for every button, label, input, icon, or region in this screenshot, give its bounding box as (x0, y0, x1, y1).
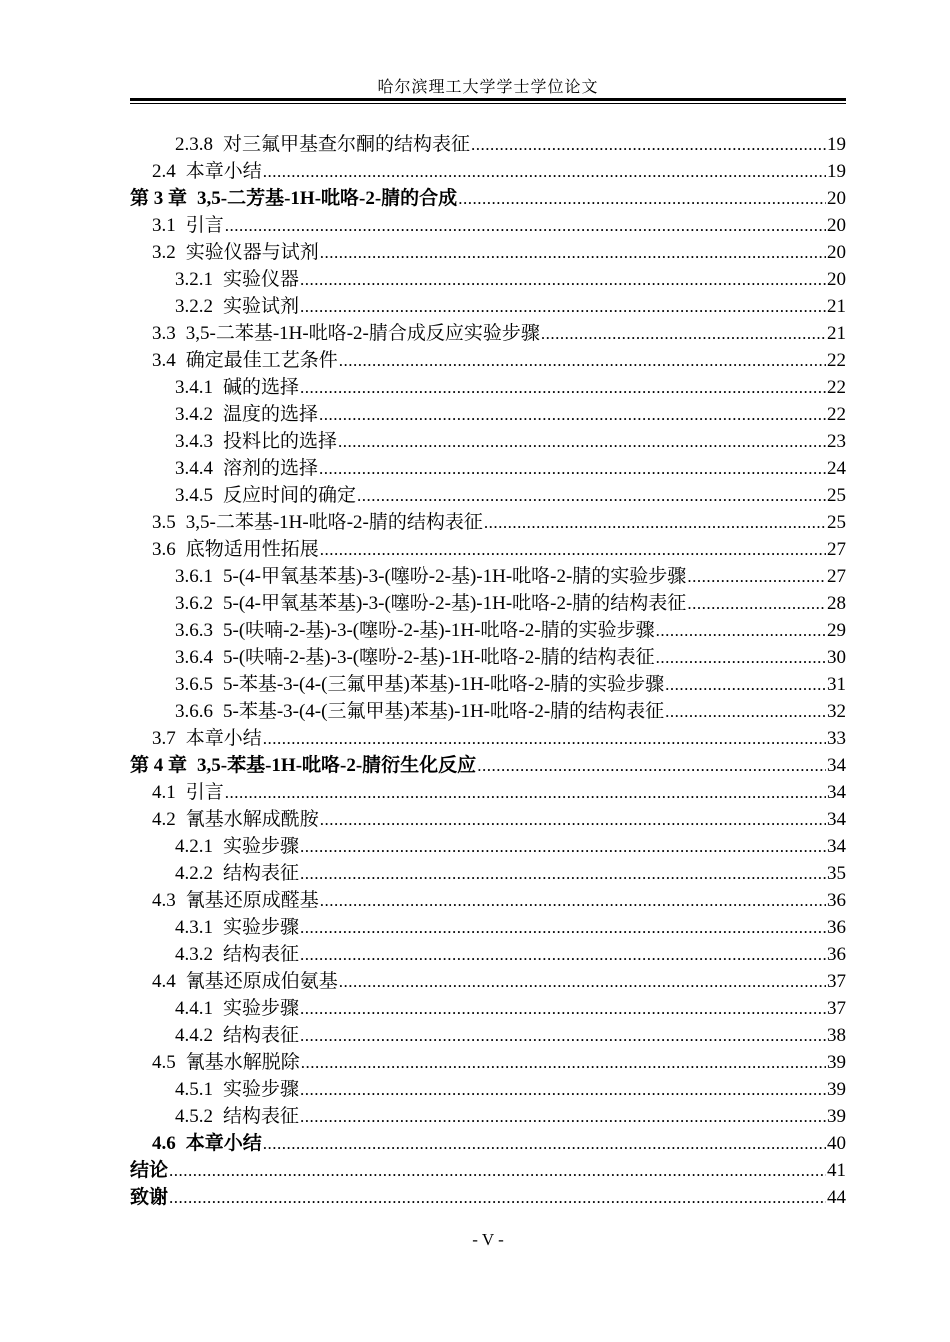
toc-entry-label (152, 806, 319, 833)
toc-entry[interactable] (130, 455, 846, 482)
toc-entry-page: 34 (827, 809, 846, 830)
toc-entry-page: 20 (827, 188, 846, 209)
toc-entry-label (152, 347, 338, 374)
toc-entry[interactable] (130, 266, 846, 293)
toc-entry-label (152, 779, 224, 806)
toc-entry-number: 3.6.1 (175, 566, 213, 587)
toc-entry-page: 19 (827, 161, 846, 182)
toc-entry-label (152, 212, 224, 239)
toc-entry-title: 底物适用性拓展 (185, 539, 319, 560)
toc-entry-label (152, 536, 319, 563)
toc-dot-leader (225, 779, 826, 806)
toc-entry-number: 4.6 (152, 1133, 176, 1154)
toc-dot-leader (339, 347, 826, 374)
toc-entry[interactable] (130, 995, 846, 1022)
toc-entry-page: 27 (827, 566, 846, 587)
toc-dot-leader (338, 428, 826, 455)
toc-entry-number: 4.2.1 (175, 836, 213, 857)
toc-entry[interactable] (130, 536, 846, 563)
toc-entry-title: 结构表征 (223, 1025, 300, 1046)
toc-dot-leader (319, 401, 826, 428)
toc-entry-title: 结构表征 (223, 1106, 300, 1127)
toc-entry-page: 22 (827, 404, 846, 425)
toc-entry-title: 实验仪器 (223, 269, 300, 290)
toc-dot-leader (339, 968, 826, 995)
toc-entry[interactable] (130, 941, 846, 968)
toc-dot-leader (458, 185, 826, 212)
toc-entry-page: 36 (827, 944, 846, 965)
toc-dot-leader (477, 752, 826, 779)
toc-entry-number: 第 3 章 (130, 188, 188, 209)
toc-entry[interactable] (130, 590, 846, 617)
toc-entry-label (152, 239, 319, 266)
toc-entry-title: 致谢 (130, 1187, 169, 1208)
toc-entry-title: 结构表征 (223, 944, 300, 965)
toc-entry-label (130, 185, 457, 212)
toc-entry-number: 3.4.3 (175, 431, 213, 452)
toc-entry[interactable] (130, 185, 846, 212)
toc-dot-leader (300, 1022, 826, 1049)
toc-entry-label (175, 1022, 299, 1049)
toc-entry-number: 3.6.5 (175, 674, 213, 695)
toc-entry-number: 3.4.5 (175, 485, 213, 506)
toc-entry[interactable] (130, 806, 846, 833)
toc-dot-leader (300, 1103, 826, 1130)
toc-entry[interactable] (130, 401, 846, 428)
toc-dot-leader (263, 158, 826, 185)
toc-entry-title: 5-苯基-3-(4-(三氟甲基)苯基)-1H-吡咯-2-腈的实验步骤 (223, 674, 665, 695)
toc-entry-title: 3,5-二苯基-1H-吡咯-2-腈合成反应实验步骤 (185, 323, 540, 344)
toc-entry-title: 实验试剂 (223, 296, 300, 317)
toc-entry[interactable] (130, 698, 846, 725)
toc-entry-title: 结构表征 (223, 863, 300, 884)
toc-entry-label (175, 482, 356, 509)
header-rule-thin (130, 103, 846, 104)
toc-entry-number: 3.2 (152, 242, 176, 263)
toc-entry-number: 3.2.1 (175, 269, 213, 290)
toc-entry-label (175, 860, 299, 887)
toc-entry[interactable] (130, 1157, 846, 1184)
toc-entry-page: 20 (827, 269, 846, 290)
toc-dot-leader (357, 482, 826, 509)
header-rule-thick (130, 98, 846, 101)
toc-dot-leader (169, 1157, 826, 1184)
toc-entry-page: 20 (827, 242, 846, 263)
toc-dot-leader (263, 1130, 826, 1157)
toc-entry-label (175, 428, 337, 455)
toc-entry-number: 4.3 (152, 890, 176, 911)
toc-entry-number: 3.7 (152, 728, 176, 749)
toc-entry-title: 引言 (185, 215, 224, 236)
toc-dot-leader (301, 1049, 826, 1076)
toc-dot-leader (320, 806, 826, 833)
toc-entry-label (130, 1184, 168, 1211)
toc-dot-leader (656, 617, 826, 644)
toc-entry-title: 5-(4-甲氧基苯基)-3-(噻吩-2-基)-1H-吡咯-2-腈的实验步骤 (223, 566, 687, 587)
toc-entry-title: 氰基还原成醛基 (185, 890, 319, 911)
toc-entry-page: 40 (827, 1133, 846, 1154)
toc-entry-number: 4.5.2 (175, 1106, 213, 1127)
toc-entry-page: 41 (827, 1160, 846, 1181)
toc-dot-leader (300, 941, 826, 968)
toc-entry[interactable] (130, 644, 846, 671)
toc-entry-label (130, 752, 476, 779)
toc-entry-page: 33 (827, 728, 846, 749)
toc-entry-label (152, 320, 540, 347)
table-of-contents (130, 131, 846, 1211)
toc-entry[interactable] (130, 1130, 846, 1157)
toc-entry-number: 3.4.2 (175, 404, 213, 425)
toc-entry-page: 37 (827, 998, 846, 1019)
toc-entry-number: 3.6.3 (175, 620, 213, 641)
toc-dot-leader (225, 212, 826, 239)
toc-entry-title: 氰基还原成伯氨基 (185, 971, 338, 992)
toc-entry-label (175, 455, 318, 482)
page-number: - V - (472, 1230, 504, 1249)
toc-entry-page: 28 (827, 593, 846, 614)
toc-entry-title: 5-苯基-3-(4-(三氟甲基)苯基)-1H-吡咯-2-腈的结构表征 (223, 701, 665, 722)
toc-entry-page: 35 (827, 863, 846, 884)
toc-entry[interactable] (130, 347, 846, 374)
toc-entry-label (152, 509, 483, 536)
toc-entry-label (175, 1076, 299, 1103)
toc-entry-page: 23 (827, 431, 846, 452)
toc-dot-leader (320, 536, 826, 563)
toc-entry-page: 39 (827, 1106, 846, 1127)
toc-entry-page: 21 (827, 296, 846, 317)
toc-entry-label (175, 293, 299, 320)
toc-entry-title: 溶剂的选择 (223, 458, 319, 479)
toc-entry[interactable] (130, 779, 846, 806)
toc-entry[interactable] (130, 914, 846, 941)
toc-entry-page: 25 (827, 512, 846, 533)
toc-entry-page: 19 (827, 134, 846, 155)
toc-entry-label (175, 401, 318, 428)
toc-entry[interactable] (130, 374, 846, 401)
toc-entry-page: 37 (827, 971, 846, 992)
toc-entry[interactable] (130, 1184, 846, 1211)
toc-entry-label (175, 131, 470, 158)
toc-entry-number: 3.6.4 (175, 647, 213, 668)
toc-dot-leader (263, 725, 826, 752)
toc-entry-page: 36 (827, 890, 846, 911)
toc-entry-title: 5-(呋喃-2-基)-3-(噻吩-2-基)-1H-吡咯-2-腈的结构表征 (223, 647, 655, 668)
toc-entry-number: 4.1 (152, 782, 176, 803)
toc-entry-title: 3,5-二芳基-1H-吡咯-2-腈的合成 (197, 188, 458, 209)
toc-entry-number: 4.2.2 (175, 863, 213, 884)
toc-entry-number: 4.5.1 (175, 1079, 213, 1100)
toc-entry[interactable] (130, 860, 846, 887)
toc-entry-page: 39 (827, 1079, 846, 1100)
toc-entry-number: 2.4 (152, 161, 176, 182)
toc-entry[interactable] (130, 833, 846, 860)
toc-entry-title: 3,5-二苯基-1H-吡咯-2-腈的结构表征 (185, 512, 483, 533)
toc-entry-page: 34 (827, 782, 846, 803)
toc-entry[interactable] (130, 887, 846, 914)
running-header: 哈尔滨理工大学学士学位论文 (377, 79, 599, 96)
toc-entry[interactable] (130, 1076, 846, 1103)
toc-entry-number: 4.4 (152, 971, 176, 992)
toc-entry-number: 2.3.8 (175, 134, 213, 155)
toc-entry-page: 30 (827, 647, 846, 668)
toc-entry-label (175, 995, 299, 1022)
toc-entry-page: 39 (827, 1052, 846, 1073)
toc-dot-leader (665, 698, 826, 725)
toc-entry[interactable] (130, 293, 846, 320)
toc-entry[interactable] (130, 1049, 846, 1076)
toc-entry-number: 3.2.2 (175, 296, 213, 317)
toc-entry-label (152, 725, 262, 752)
toc-dot-leader (320, 239, 826, 266)
toc-entry-page: 22 (827, 377, 846, 398)
toc-entry-title: 实验步骤 (223, 836, 300, 857)
toc-entry-number: 3.6.2 (175, 593, 213, 614)
toc-entry-label (175, 374, 299, 401)
toc-entry-title: 5-(4-甲氧基苯基)-3-(噻吩-2-基)-1H-吡咯-2-腈的结构表征 (223, 593, 687, 614)
toc-entry-label (175, 563, 686, 590)
toc-dot-leader (300, 860, 826, 887)
toc-entry[interactable] (130, 1022, 846, 1049)
toc-entry-page: 24 (827, 458, 846, 479)
toc-entry[interactable] (130, 239, 846, 266)
toc-entry[interactable] (130, 131, 846, 158)
toc-entry-page: 29 (827, 620, 846, 641)
toc-entry-label (175, 617, 655, 644)
toc-entry-label (175, 590, 686, 617)
toc-entry-title: 引言 (185, 782, 224, 803)
toc-entry-number: 3.6 (152, 539, 176, 560)
toc-entry-title: 本章小结 (185, 1133, 262, 1154)
toc-entry-number: 3.4 (152, 350, 176, 371)
toc-entry-title: 确定最佳工艺条件 (185, 350, 338, 371)
toc-entry-title: 3,5-苯基-1H-吡咯-2-腈衍生化反应 (197, 755, 477, 776)
toc-entry-title: 氰基水解脱除 (185, 1052, 300, 1073)
toc-entry-title: 结论 (130, 1160, 169, 1181)
toc-dot-leader (300, 374, 826, 401)
toc-entry-title: 对三氟甲基查尔酮的结构表征 (223, 134, 471, 155)
toc-entry[interactable] (130, 482, 846, 509)
toc-entry-number: 3.3 (152, 323, 176, 344)
toc-entry-page: 34 (827, 755, 846, 776)
toc-entry-title: 本章小结 (185, 161, 262, 182)
toc-entry-title: 碱的选择 (223, 377, 300, 398)
toc-entry-title: 实验仪器与试剂 (185, 242, 319, 263)
toc-entry-number: 4.4.1 (175, 998, 213, 1019)
toc-entry[interactable] (130, 968, 846, 995)
toc-entry[interactable] (130, 671, 846, 698)
toc-entry-label (130, 1157, 168, 1184)
toc-entry-page: 22 (827, 350, 846, 371)
toc-dot-leader (300, 293, 826, 320)
toc-dot-leader (300, 1076, 826, 1103)
toc-entry-number: 4.4.2 (175, 1025, 213, 1046)
toc-entry[interactable] (130, 752, 846, 779)
toc-dot-leader (471, 131, 826, 158)
toc-entry-title: 本章小结 (185, 728, 262, 749)
toc-dot-leader (484, 509, 826, 536)
toc-entry-label (152, 1130, 262, 1157)
toc-entry-title: 氰基水解成酰胺 (185, 809, 319, 830)
toc-entry[interactable] (130, 509, 846, 536)
toc-entry-title: 温度的选择 (223, 404, 319, 425)
toc-dot-leader (300, 266, 826, 293)
toc-dot-leader (300, 914, 826, 941)
toc-entry-label (175, 914, 299, 941)
toc-entry[interactable] (130, 725, 846, 752)
toc-dot-leader (656, 644, 826, 671)
toc-entry[interactable] (130, 212, 846, 239)
toc-entry-number: 4.3.1 (175, 917, 213, 938)
toc-entry-number: 4.3.2 (175, 944, 213, 965)
toc-entry-label (175, 1103, 299, 1130)
toc-dot-leader (687, 563, 826, 590)
toc-entry-page: 25 (827, 485, 846, 506)
toc-entry-number: 4.5 (152, 1052, 176, 1073)
toc-entry-page: 21 (827, 323, 846, 344)
toc-entry-number: 第 4 章 (130, 755, 188, 776)
toc-entry-page: 44 (827, 1187, 846, 1208)
toc-entry-page: 27 (827, 539, 846, 560)
toc-entry-page: 20 (827, 215, 846, 236)
toc-dot-leader (300, 995, 826, 1022)
toc-entry[interactable] (130, 320, 846, 347)
toc-entry-number: 3.1 (152, 215, 176, 236)
toc-entry-label (175, 698, 664, 725)
toc-entry-title: 5-(呋喃-2-基)-3-(噻吩-2-基)-1H-吡咯-2-腈的实验步骤 (223, 620, 655, 641)
toc-entry-label (152, 158, 262, 185)
toc-entry-number: 3.4.1 (175, 377, 213, 398)
toc-entry[interactable] (130, 563, 846, 590)
toc-entry-page: 38 (827, 1025, 846, 1046)
toc-entry[interactable] (130, 428, 846, 455)
toc-entry-page: 36 (827, 917, 846, 938)
toc-entry-label (152, 968, 338, 995)
toc-dot-leader (319, 455, 826, 482)
toc-entry-label (175, 266, 299, 293)
toc-entry-title: 实验步骤 (223, 1079, 300, 1100)
toc-dot-leader (541, 320, 826, 347)
toc-dot-leader (300, 833, 826, 860)
toc-entry-label (175, 671, 664, 698)
toc-entry-label (152, 1049, 300, 1076)
toc-entry-title: 实验步骤 (223, 998, 300, 1019)
toc-entry[interactable] (130, 617, 846, 644)
toc-entry-title: 投料比的选择 (223, 431, 338, 452)
toc-dot-leader (320, 887, 826, 914)
toc-entry-title: 反应时间的确定 (223, 485, 357, 506)
toc-entry-number: 3.6.6 (175, 701, 213, 722)
toc-entry-number: 3.5 (152, 512, 176, 533)
toc-dot-leader (665, 671, 826, 698)
toc-entry[interactable] (130, 1103, 846, 1130)
toc-entry-number: 3.4.4 (175, 458, 213, 479)
toc-entry-title: 实验步骤 (223, 917, 300, 938)
toc-dot-leader (169, 1184, 826, 1211)
toc-entry-label (175, 833, 299, 860)
toc-entry[interactable] (130, 158, 846, 185)
toc-entry-label (175, 941, 299, 968)
toc-entry-label (152, 887, 319, 914)
toc-entry-page: 31 (827, 674, 846, 695)
toc-entry-number: 4.2 (152, 809, 176, 830)
toc-entry-label (175, 644, 655, 671)
toc-entry-page: 34 (827, 836, 846, 857)
toc-entry-page: 32 (827, 701, 846, 722)
toc-dot-leader (687, 590, 826, 617)
